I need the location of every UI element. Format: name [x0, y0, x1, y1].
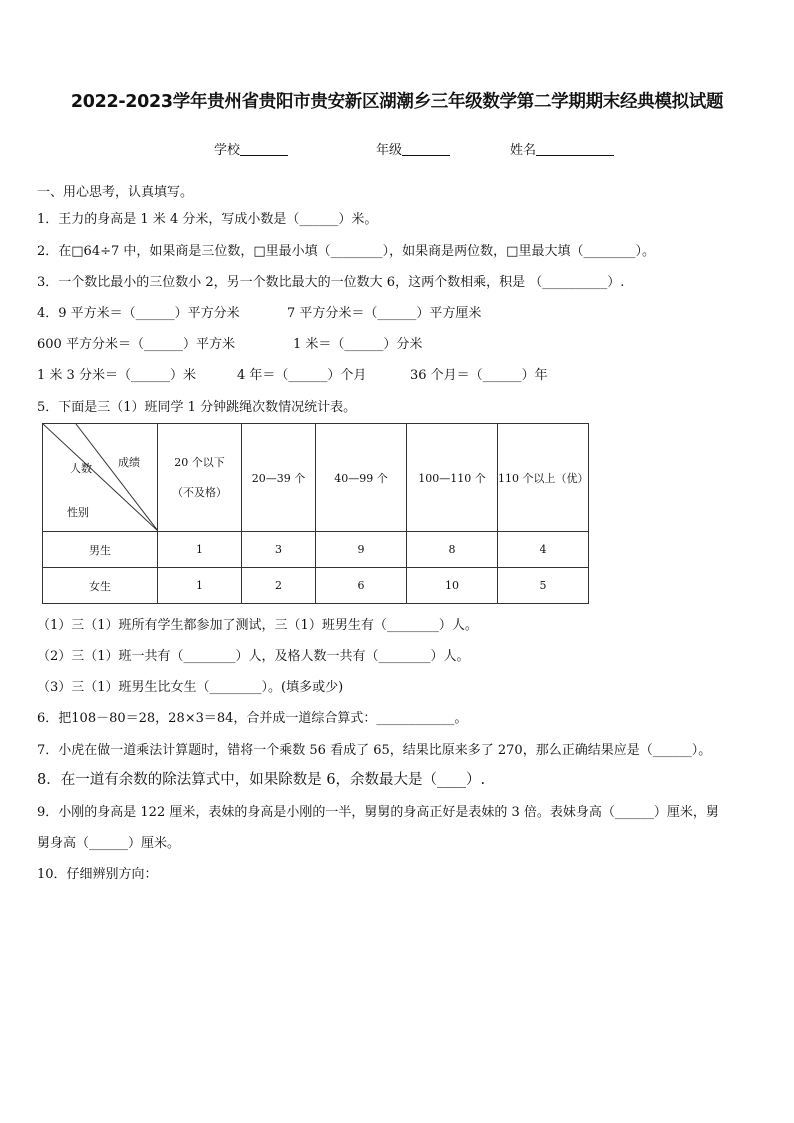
header-cell: [158, 424, 242, 532]
question-6: 6．把108－80＝28，28×3＝84，合并成一道综合算式：____________。: [37, 711, 468, 726]
table-row: [43, 568, 589, 604]
corner-top: 成绩: [118, 456, 140, 469]
question-4-r2b: 1 米＝（______）分米: [293, 337, 423, 352]
question-4-r3b: 4 年＝（______）个月: [237, 368, 367, 383]
section-heading: 一、用心思考，认真填写。: [37, 185, 194, 200]
corner-cell: [43, 424, 158, 532]
table-row: [43, 532, 589, 568]
school-blank[interactable]: [240, 142, 288, 156]
table-header-row: [43, 424, 589, 532]
question-9-line2: 舅身高（______）厘米。: [37, 836, 181, 851]
table-cell: 1: [158, 532, 242, 568]
question-5-sub3: （3）三（1）班男生比女生（________）。(填多或少): [37, 680, 344, 695]
question-4-r3a: 1 米 3 分米＝（______）米: [37, 368, 196, 383]
question-5: 5．下面是三（1）班同学 1 分钟跳绳次数情况统计表。: [37, 400, 357, 415]
school-label: 学校: [214, 143, 241, 158]
question-3: 3．一个数比最小的三位数小 2，另一个数比最大的一位数大 6，这两个数相乘，积是 （__________）.: [37, 275, 625, 290]
name-label: 姓名: [510, 143, 537, 158]
table-cell: 9: [316, 532, 407, 568]
table-cell: 4: [498, 532, 589, 568]
row-label: 女生: [43, 568, 158, 604]
name-blank[interactable]: [536, 142, 614, 156]
question-5-sub2: （2）三（1）班一共有（________）人，及格人数一共有（________）人。: [37, 649, 470, 664]
grade-blank[interactable]: [402, 142, 450, 156]
school-field: [214, 139, 288, 158]
page-title: 2022-2023学年贵州省贵阳市贵安新区湖潮乡三年级数学第二学期期末经典模拟试题: [70, 92, 724, 112]
table-cell: 2: [242, 568, 316, 604]
question-4-r1b: 7 平方分米＝（______）平方厘米: [287, 306, 482, 321]
question-9-line1: 9．小刚的身高是 122 厘米，表妹的身高是小刚的一半，舅舅的身高正好是表妹的 3 倍。表妹身高（______）厘米，舅: [37, 805, 719, 820]
question-4-r3c: 36 个月＝（______）年: [410, 368, 548, 383]
table-cell: 5: [498, 568, 589, 604]
corner-mid: 人数: [70, 462, 92, 475]
question-1: 1．王力的身高是 1 米 4 分米，写成小数是（______）米。: [37, 212, 378, 227]
table-cell: 3: [242, 532, 316, 568]
question-7: 7．小虎在做一道乘法计算题时，错将一个乘数 56 看成了 65，结果比原来多了 270，那么正确结果应是（______）。: [37, 743, 712, 758]
header-cell: 20—39 个: [242, 424, 316, 532]
header-cell: 40—99 个: [316, 424, 407, 532]
grade-field: [376, 139, 450, 158]
table-cell: 6: [316, 568, 407, 604]
question-4-r1a: 4．9 平方米＝（______）平方分米: [37, 306, 240, 321]
diagonal-lines: [43, 424, 158, 531]
question-2: 2．在□64÷7 中，如果商是三位数，□里最小填（________），如果商是两位数，□里最大填（________）。: [37, 244, 655, 259]
table-cell: 10: [407, 568, 498, 604]
name-field: [510, 139, 614, 158]
grade-label: 年级: [376, 143, 403, 158]
header-cell: 110 个以上（优）: [498, 424, 589, 532]
stats-table: [42, 423, 589, 604]
header-line2: （不及格）: [172, 485, 227, 499]
header-line1: 20 个以下: [174, 455, 225, 469]
question-8: 8．在一道有余数的除法算式中，如果除数是 6，余数最大是（____）.: [37, 772, 486, 788]
corner-bottom: 性别: [67, 506, 89, 519]
header-cell: 100—110 个: [407, 424, 498, 532]
table-cell: 1: [158, 568, 242, 604]
table-cell: 8: [407, 532, 498, 568]
question-5-sub1: （1）三（1）班所有学生都参加了测试，三（1）班男生有（________）人。: [37, 618, 478, 633]
question-10: 10．仔细辨别方向：: [37, 867, 158, 882]
row-label: 男生: [43, 532, 158, 568]
question-4-r2a: 600 平方分米＝（______）平方米: [37, 337, 235, 352]
